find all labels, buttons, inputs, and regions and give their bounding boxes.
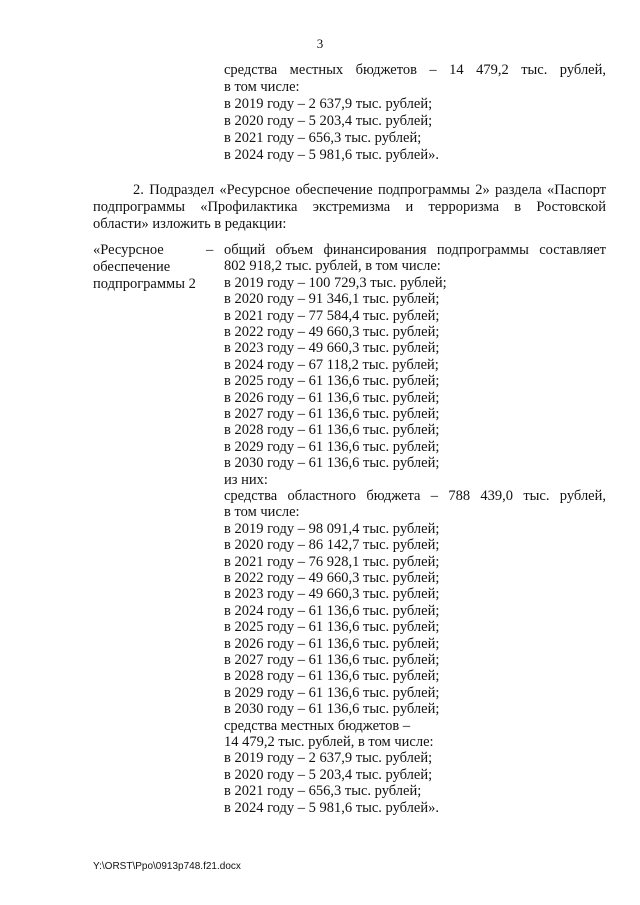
table-content-line: 14 479,2 тыс. рублей, в том числе: bbox=[224, 734, 434, 750]
table-content-line: в 2029 году – 61 136,6 тыс. рублей; bbox=[224, 684, 440, 701]
top-block-line: средства местных бюджетов – 14 479,2 тыс. рублей, bbox=[224, 62, 606, 78]
table-content-line: в 2025 году – 61 136,6 тыс. рублей; bbox=[224, 619, 440, 636]
table-content-line: в 2024 году – 61 136,6 тыс. рублей; bbox=[224, 602, 440, 619]
table-content-line: в 2030 году – 61 136,6 тыс. рублей; bbox=[224, 455, 440, 472]
section-paragraph-line: подпрограммы «Профилактика экстремизма и терроризма в Ростовской bbox=[93, 199, 606, 215]
top-block-line: в 2024 году – 5 981,6 тыс. рублей». bbox=[224, 147, 439, 163]
table-content-line: в 2024 году – 5 981,6 тыс. рублей». bbox=[224, 799, 439, 816]
table-content-line: в 2020 году – 86 142,7 тыс. рублей; bbox=[224, 537, 440, 554]
table-content-line: средства местных бюджетов – bbox=[224, 717, 411, 734]
table-content-line: в 2019 году – 2 637,9 тыс. рублей; bbox=[224, 750, 433, 767]
table-content-line: в 2030 году – 61 136,6 тыс. рублей; bbox=[224, 701, 440, 718]
table-content-line: общий объем финансирования подпрограммы составляет bbox=[224, 242, 606, 258]
table-content-line: в 2022 году – 49 660,3 тыс. рублей; bbox=[224, 570, 440, 586]
table-label-line: обеспечение bbox=[93, 259, 171, 275]
table-content-line: в 2021 году – 656,3 тыс. рублей; bbox=[224, 783, 422, 800]
table-content-line: в 2023 году – 49 660,3 тыс. рублей; bbox=[224, 586, 440, 603]
footer-file-path: Y:\ORST\Ppo\0913p748.f21.docx bbox=[93, 861, 241, 872]
table-content-line: в 2024 году – 67 118,2 тыс. рублей; bbox=[224, 356, 439, 373]
table-content-line: 802 918,2 тыс. рублей, в том числе: bbox=[224, 258, 441, 275]
table-label-line: «Ресурсное bbox=[93, 242, 164, 258]
table-content-line: в 2025 году – 61 136,6 тыс. рублей; bbox=[224, 373, 440, 390]
table-content-line: в 2021 году – 76 928,1 тыс. рублей; bbox=[224, 553, 440, 570]
table-content-line: в 2022 году – 49 660,3 тыс. рублей; bbox=[224, 324, 440, 340]
top-block-line: в 2020 году – 5 203,4 тыс. рублей; bbox=[224, 113, 433, 129]
table-content-line: в 2026 году – 61 136,6 тыс. рублей; bbox=[224, 635, 440, 652]
table-content-line: в 2019 году – 100 729,3 тыс. рублей; bbox=[224, 274, 447, 291]
table-content-line: в 2021 году – 77 584,4 тыс. рублей; bbox=[224, 307, 440, 324]
table-content-line: в том числе: bbox=[224, 504, 300, 521]
table-content-line: в 2027 году – 61 136,6 тыс. рублей; bbox=[224, 406, 440, 422]
section-paragraph-line: 2. Подраздел «Ресурсное обеспечение подпрограммы 2» раздела «Паспорт bbox=[133, 182, 606, 198]
table-content-line: в 2029 году – 61 136,6 тыс. рублей; bbox=[224, 438, 440, 455]
table-content-line: из них: bbox=[224, 471, 268, 488]
table-content-line: в 2028 году – 61 136,6 тыс. рублей; bbox=[224, 668, 440, 685]
table-label-line: подпрограммы 2 bbox=[93, 276, 196, 292]
table-content-line: в 2027 году – 61 136,6 тыс. рублей; bbox=[224, 652, 440, 668]
section-paragraph-line: области» изложить в редакции: bbox=[93, 216, 287, 232]
top-block-line: в 2021 году – 656,3 тыс. рублей; bbox=[224, 130, 422, 146]
table-content-line: средства областного бюджета – 788 439,0 тыс. рублей, bbox=[224, 488, 606, 504]
table-content-line: в 2028 году – 61 136,6 тыс. рублей; bbox=[224, 422, 440, 439]
table-content-line: в 2020 году – 91 346,1 тыс. рублей; bbox=[224, 291, 440, 308]
top-block-line: в том числе: bbox=[224, 79, 300, 95]
table-dash: – bbox=[206, 242, 214, 258]
page-number: 3 bbox=[316, 36, 324, 51]
table-content-line: в 2026 году – 61 136,6 тыс. рублей; bbox=[224, 389, 440, 406]
table-content-line: в 2019 году – 98 091,4 тыс. рублей; bbox=[224, 520, 440, 537]
top-block-line: в 2019 году – 2 637,9 тыс. рублей; bbox=[224, 96, 433, 112]
table-content-line: в 2020 году – 5 203,4 тыс. рублей; bbox=[224, 766, 433, 783]
table-content-line: в 2023 году – 49 660,3 тыс. рублей; bbox=[224, 340, 440, 357]
